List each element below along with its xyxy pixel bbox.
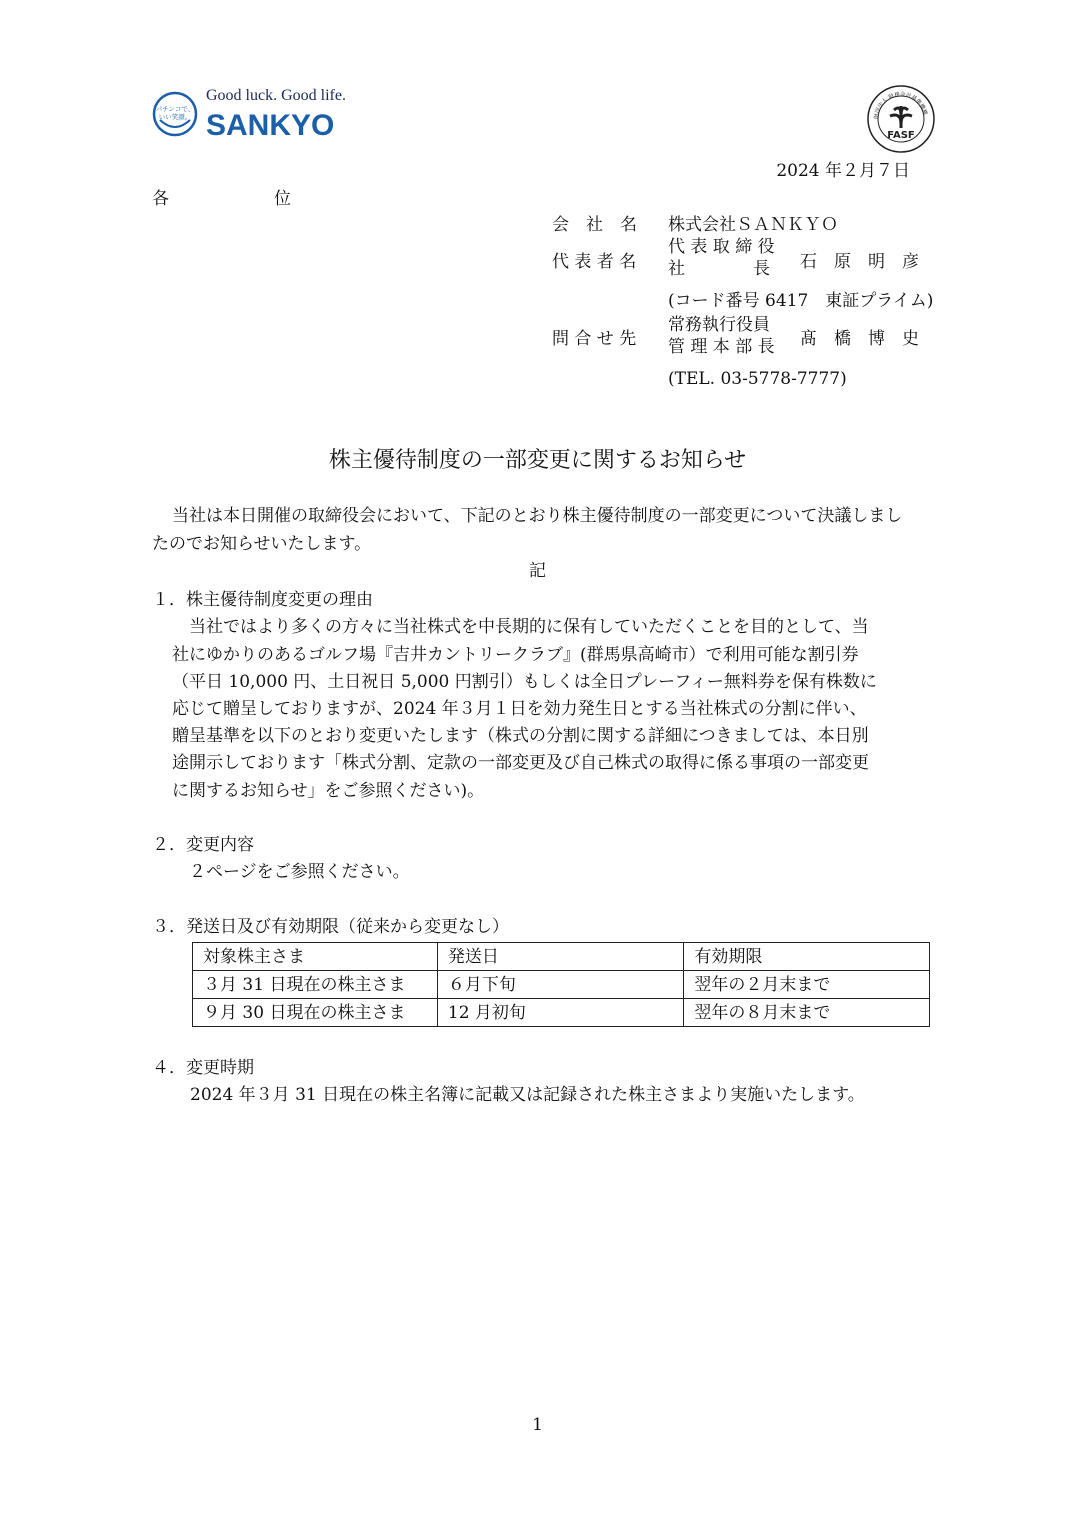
table-cell: 翌年の８月末まで — [684, 999, 930, 1027]
contact-title-line-1: 常務執行役員 — [668, 315, 770, 335]
section-1-line: 応じて贈呈しておりますが、2024 年３月１日を効力発生日とする当社株式の分割に伴い、 — [172, 699, 867, 719]
logo-tagline: Good luck. Good life. — [206, 87, 346, 104]
intro-line-2: たのでお知らせいたします。 — [152, 534, 372, 554]
logo-brand: SANKYO — [206, 109, 335, 142]
section-1-heading: １．株主優待制度変更の理由 — [152, 590, 373, 610]
schedule-table — [192, 942, 930, 1027]
ki-mark: 記 — [529, 561, 546, 581]
table-header-cell: 対象株主さま — [193, 943, 438, 971]
section-2-heading: ２．変更内容 — [152, 835, 254, 855]
contact-tel: (TEL. 03-5778-7777) — [668, 369, 847, 389]
table-cell: ９月 30 日現在の株主さま — [193, 999, 438, 1027]
rep-title-line-1: 代 表 取 締 役 — [668, 237, 775, 257]
company-label: 会 社 名 — [552, 215, 637, 235]
representative-name: 石 原 明 彦 — [800, 252, 919, 272]
table-header-cell: 発送日 — [437, 943, 683, 971]
representative-title — [668, 236, 775, 280]
section-1-line: （平日 10,000 円、土日祝日 5,000 円割引）もしくは全日プレーフィー無料券を保有株数に — [172, 672, 877, 692]
logo-circle-text-1: パチンコで、 — [155, 105, 195, 113]
contact-label: 問 合 せ 先 — [552, 329, 637, 349]
document-title: 株主優待制度の一部変更に関するお知らせ — [328, 448, 747, 473]
company-value: 株式会社ＳＡＮＫＹＯ — [668, 215, 838, 235]
section-4-heading: ４．変更時期 — [152, 1058, 254, 1078]
sankyo-logo — [152, 84, 372, 144]
section-3-heading: ３．発送日及び有効期限（従来から変更なし） — [152, 917, 509, 937]
intro-line-1: 当社は本日開催の取締役会において、下記のとおり株主優待制度の一部変更について決議しまし — [172, 506, 903, 526]
contact-title-line-2: 管 理 本 部 長 — [668, 337, 775, 357]
section-1-line: 社にゆかりのあるゴルフ場『吉井カントリークラブ』(群馬県高崎市）で利用可能な割引券 — [172, 645, 859, 665]
table-row — [193, 999, 930, 1027]
section-1-line: 当社ではより多くの方々に当社株式を中長期的に保有していただくことを目的として、当 — [172, 617, 869, 637]
document-date: 2024 年２月７日 — [776, 161, 910, 181]
section-1-line: 途開示しております「株式分割、定款の一部変更及び自己株式の取得に係る事項の一部変更 — [172, 753, 869, 773]
section-4-text: 2024 年３月 31 日現在の株主名簿に記載又は記録された株主さまより実施いたします。 — [190, 1085, 865, 1105]
contact-title — [668, 314, 775, 358]
section-2-text: ２ページをご参照ください。 — [172, 862, 410, 882]
stock-code: (コード番号 6417 東証プライム) — [668, 291, 934, 311]
logo-circle-text-2: いい笑顔。 — [158, 113, 192, 121]
fasf-text: FASF — [887, 130, 915, 141]
representative-label: 代 表 者 名 — [552, 252, 637, 272]
table-header-row — [193, 943, 930, 971]
fasf-ring-text: 財団法人 財務会計基準機構 — [873, 91, 928, 120]
addressee: 各 位 — [152, 189, 335, 209]
section-1-line: に関するお知らせ」をご参照ください)。 — [172, 781, 485, 801]
table-row — [193, 971, 930, 999]
table-cell: ６月下旬 — [437, 971, 683, 999]
contact-name: 髙 橋 博 史 — [800, 329, 919, 349]
section-1-line: 贈呈基準を以下のとおり変更いたします（株式の分割に関する詳細につきましては、本日別 — [172, 726, 869, 746]
fasf-logo — [866, 84, 936, 154]
table-header-cell: 有効期限 — [684, 943, 930, 971]
table-cell: 翌年の２月末まで — [684, 971, 930, 999]
page-number: 1 — [532, 1415, 543, 1435]
table-cell: 12 月初旬 — [437, 999, 683, 1027]
rep-title-line-2: 社 長 — [668, 259, 770, 279]
table-cell: ３月 31 日現在の株主さま — [193, 971, 438, 999]
